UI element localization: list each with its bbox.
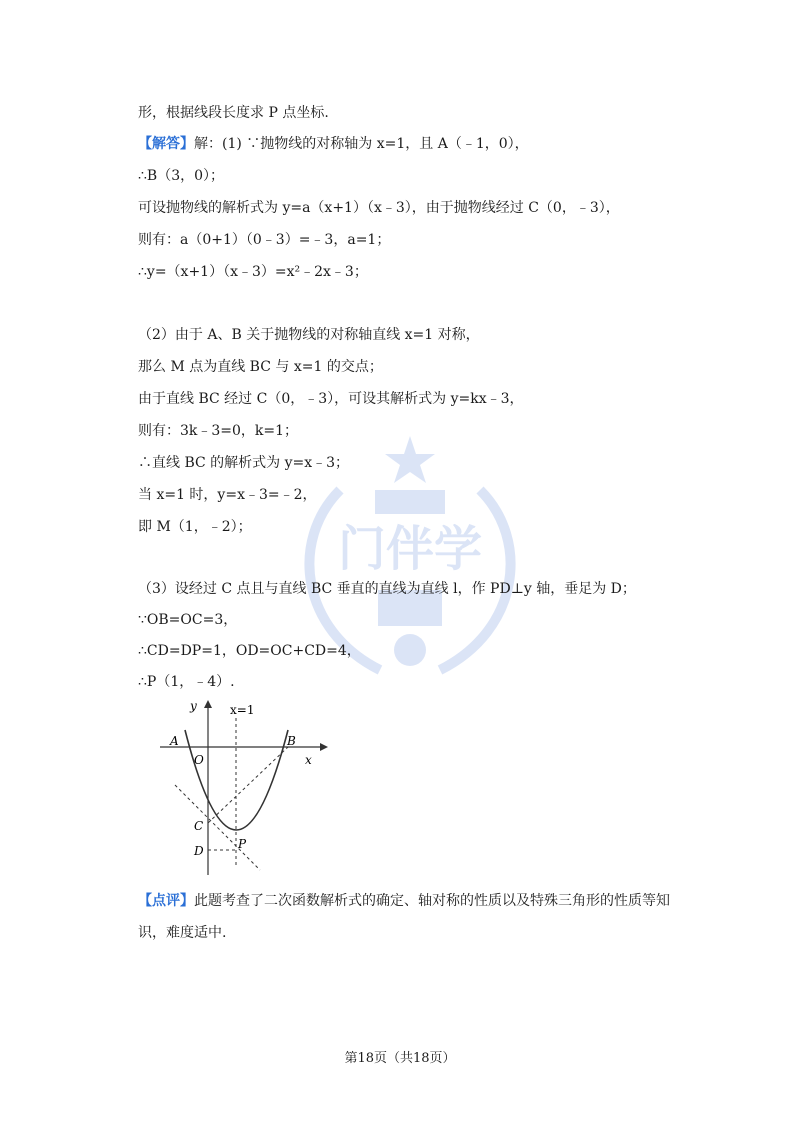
text-line: 由于直线 BC 经过 C（0，﹣3），可设其解析式为 y=kx﹣3， [138, 391, 524, 407]
watermark-seal [394, 634, 426, 666]
x-axis-label: x [305, 753, 312, 767]
text-line: ∴CD=DP=1，OD=OC+CD=4， [138, 643, 361, 659]
comment-tag: 【点评】 [138, 893, 194, 909]
text-line: ∴y=（x+1）（x﹣3）=x²﹣2x﹣3； [138, 264, 368, 280]
watermark-text: 门伴学 [337, 521, 483, 577]
page-footer: 第18页（共18页） [344, 1051, 456, 1066]
point-c-label: C [194, 819, 204, 833]
y-axis-arrow [204, 700, 212, 708]
text-line: 识，难度适中. [138, 925, 227, 941]
text-line: 那么 M 点为直线 BC 与 x=1 的交点； [138, 359, 383, 375]
symmetry-axis-label: x=1 [230, 703, 255, 717]
text-span: 此题考查了二次函数解析式的确定、轴对称的性质以及特殊三角形的性质等知 [194, 893, 670, 909]
text-line: 则有：3k﹣3=0，k=1； [138, 423, 299, 439]
x-axis-arrow [320, 743, 328, 751]
line-l [175, 785, 260, 870]
text-line: （2）由于 A、B 关于抛物线的对称轴直线 x=1 对称， [138, 327, 480, 343]
parabola-figure [160, 700, 330, 875]
point-p-label: P [238, 837, 247, 851]
text-line: 当 x=1 时，y=x﹣3=﹣2， [138, 487, 317, 503]
text-line: 可设抛物线的解析式为 y=a（x+1）（x﹣3），由于抛物线经过 C（0，﹣3）， [138, 200, 620, 216]
y-axis-label: y [190, 700, 197, 713]
point-a-label: A [170, 734, 179, 748]
text-line: 则有：a（0+1）（0﹣3）=﹣3，a=1； [138, 232, 391, 248]
text-line: （3）设经过 C 点且与直线 BC 垂直的直线为直线 l，作 PD⊥y 轴，垂足为 D； [138, 581, 636, 597]
origin-label: O [194, 753, 204, 767]
text-span: 解：(1) ∵抛物线的对称轴为 x=1，且 A（﹣1，0）， [194, 136, 529, 152]
text-line: ∴直线 BC 的解析式为 y=x﹣3； [138, 455, 350, 471]
text-line [138, 134, 529, 154]
point-b-label: B [287, 734, 296, 748]
text-line: 形，根据线段长度求 P 点坐标. [138, 105, 329, 121]
text-line [138, 891, 670, 911]
watermark-cap [375, 490, 445, 514]
line-bc [208, 747, 288, 823]
text-line: ∵OB=OC=3， [138, 612, 238, 628]
text-line: 即 M（1，﹣2）； [138, 519, 252, 535]
text-line: ∴B（3，0）； [138, 168, 225, 184]
watermark-star [385, 436, 435, 483]
point-d-label: D [194, 844, 204, 858]
answer-tag: 【解答】 [138, 136, 194, 152]
text-line: ∴P（1，﹣4）. [138, 674, 235, 690]
